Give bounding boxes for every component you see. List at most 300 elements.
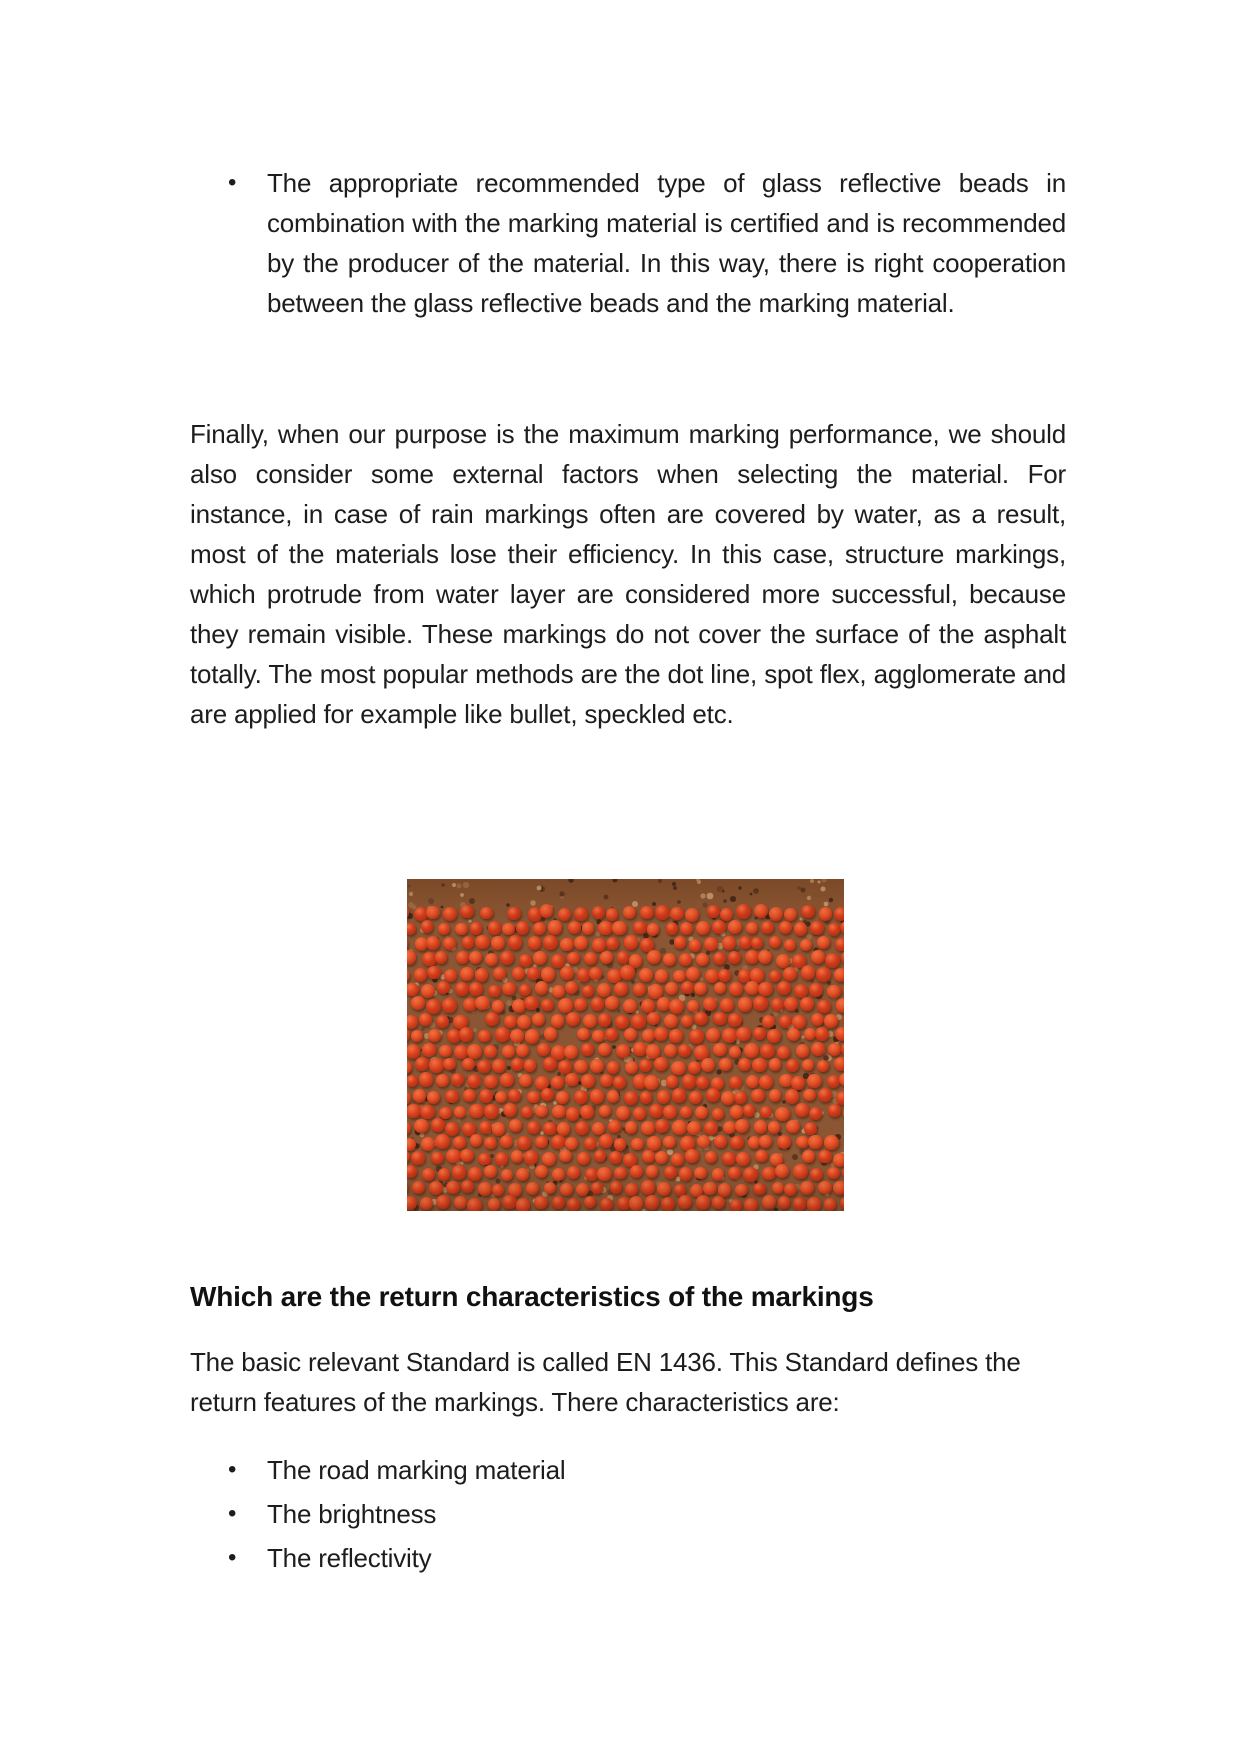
marking-dot bbox=[703, 1182, 716, 1195]
section-heading: Which are the return characteristics of the markings bbox=[190, 1281, 874, 1312]
marking-dot bbox=[827, 1167, 840, 1180]
marking-dot bbox=[722, 1152, 735, 1165]
marking-dot bbox=[407, 1028, 410, 1042]
marking-dot bbox=[616, 1044, 631, 1059]
marking-dot bbox=[544, 1182, 557, 1195]
marking-dot bbox=[624, 1028, 637, 1041]
marking-dot bbox=[559, 1150, 572, 1163]
marking-dot bbox=[801, 965, 815, 979]
marking-dot bbox=[828, 923, 841, 936]
marking-dot bbox=[451, 1073, 464, 1086]
marking-dot bbox=[591, 997, 605, 1011]
marking-dot bbox=[484, 1075, 498, 1089]
marking-dot bbox=[574, 936, 588, 950]
marking-dot bbox=[413, 1089, 426, 1102]
marking-dot bbox=[834, 907, 845, 921]
marking-dot bbox=[796, 1044, 809, 1057]
marking-dot bbox=[777, 1046, 790, 1059]
marking-dot bbox=[666, 922, 679, 935]
marking-dot bbox=[431, 1152, 444, 1165]
marking-dot bbox=[834, 1057, 844, 1072]
marking-dot bbox=[713, 1043, 726, 1056]
list-item bbox=[190, 163, 1066, 323]
marking-dot bbox=[575, 1121, 589, 1135]
marking-dot bbox=[437, 981, 450, 994]
marking-dot bbox=[504, 1015, 517, 1028]
marking-dot bbox=[411, 996, 425, 1010]
marking-dot bbox=[605, 996, 619, 1010]
marking-dot bbox=[537, 1043, 550, 1056]
asphalt-top-band bbox=[407, 879, 844, 909]
marking-dot bbox=[810, 1168, 823, 1181]
marking-dot bbox=[524, 1150, 539, 1165]
marking-dot bbox=[407, 1091, 411, 1105]
marking-dot bbox=[564, 1045, 578, 1059]
marking-dot bbox=[718, 1183, 731, 1196]
marking-dot bbox=[524, 996, 539, 1011]
marking-dot bbox=[678, 1195, 692, 1209]
marking-dot bbox=[551, 1135, 566, 1150]
marking-dot bbox=[657, 997, 671, 1011]
marking-dot bbox=[524, 1059, 537, 1072]
marking-dot bbox=[810, 921, 824, 935]
marking-dot bbox=[791, 1076, 805, 1090]
marking-dot bbox=[436, 1195, 450, 1209]
marking-dot bbox=[696, 953, 709, 966]
marking-dot bbox=[541, 1088, 554, 1101]
marking-dot bbox=[751, 1089, 765, 1103]
marking-dot bbox=[670, 907, 683, 920]
marking-dot bbox=[644, 1075, 659, 1090]
marking-dot bbox=[669, 999, 684, 1014]
marking-dot bbox=[655, 905, 670, 920]
marking-dot bbox=[640, 906, 653, 919]
marking-dot bbox=[479, 1121, 492, 1134]
marking-dot bbox=[807, 1074, 821, 1088]
marking-dot bbox=[517, 1136, 531, 1150]
marking-dot bbox=[594, 1150, 606, 1162]
marking-dot bbox=[597, 1167, 612, 1182]
marking-dot bbox=[584, 1137, 597, 1150]
marking-dot bbox=[521, 1106, 533, 1118]
marking-dot bbox=[744, 1043, 759, 1058]
marking-dot bbox=[801, 905, 815, 919]
marking-dot bbox=[548, 920, 562, 934]
marking-dot bbox=[606, 937, 619, 950]
marking-dot bbox=[706, 1088, 719, 1101]
marking-dot bbox=[738, 997, 753, 1012]
marking-dot bbox=[420, 1197, 433, 1210]
marking-dot bbox=[512, 967, 525, 980]
marking-dot bbox=[610, 1181, 622, 1193]
marking-dot bbox=[475, 996, 489, 1010]
marking-dot bbox=[672, 1088, 687, 1103]
marking-dot bbox=[843, 984, 844, 997]
marking-dot bbox=[580, 1105, 594, 1119]
marking-dot bbox=[407, 923, 416, 936]
marking-dot bbox=[613, 1076, 626, 1089]
marking-dot bbox=[510, 1029, 524, 1043]
marking-dot bbox=[671, 1153, 684, 1166]
marking-dot bbox=[730, 1105, 744, 1119]
marking-dot bbox=[591, 1182, 603, 1194]
marking-dot bbox=[641, 1121, 654, 1134]
marking-dot bbox=[540, 904, 554, 918]
marking-dot bbox=[446, 1149, 460, 1163]
bullet-marker: • bbox=[228, 1456, 237, 1483]
marking-dot bbox=[459, 1027, 474, 1042]
marking-dot bbox=[736, 1027, 751, 1042]
marking-dot bbox=[817, 936, 831, 950]
marking-dot bbox=[728, 1013, 742, 1027]
marking-dot bbox=[767, 1029, 781, 1043]
marking-dot bbox=[585, 1168, 598, 1181]
marking-dot bbox=[615, 1015, 629, 1029]
marking-dot bbox=[824, 1135, 839, 1150]
marking-dot bbox=[775, 1164, 789, 1178]
marking-dot bbox=[630, 1165, 643, 1178]
marking-dot bbox=[759, 1135, 773, 1149]
marking-dot bbox=[694, 982, 707, 995]
marking-dot bbox=[828, 1043, 841, 1056]
marking-dot bbox=[614, 1167, 627, 1180]
marking-dot bbox=[492, 1059, 506, 1073]
marking-dot bbox=[800, 1181, 814, 1195]
marking-dot bbox=[414, 968, 428, 982]
marking-dot bbox=[617, 951, 630, 964]
marking-dot bbox=[484, 1045, 498, 1059]
marking-dot bbox=[551, 1076, 564, 1089]
marking-dot bbox=[501, 1169, 513, 1181]
marking-dot bbox=[664, 1014, 678, 1028]
marking-dot bbox=[746, 1075, 759, 1088]
marking-dot bbox=[541, 967, 556, 982]
marking-dot bbox=[462, 1058, 474, 1070]
marking-dot bbox=[735, 1184, 748, 1197]
marking-dot bbox=[777, 981, 791, 995]
marking-dot bbox=[411, 1151, 425, 1165]
marking-dot bbox=[411, 1030, 424, 1043]
marking-dot bbox=[517, 1015, 531, 1029]
marking-dot bbox=[439, 1045, 452, 1058]
marking-dot bbox=[743, 1104, 756, 1117]
marking-dot bbox=[841, 1042, 845, 1057]
marking-dot bbox=[720, 998, 734, 1012]
road-marking-photo bbox=[407, 879, 844, 1211]
list-item bbox=[190, 1450, 1066, 1490]
marking-dot bbox=[446, 1181, 460, 1195]
marking-dot bbox=[491, 936, 505, 950]
marking-dot bbox=[678, 1044, 692, 1058]
marking-dot bbox=[495, 1091, 507, 1103]
marking-dot bbox=[607, 1061, 619, 1073]
marking-dot bbox=[654, 1027, 668, 1041]
marking-dot bbox=[407, 950, 416, 965]
marking-dot bbox=[557, 1122, 571, 1136]
marking-dot bbox=[828, 1104, 841, 1117]
marking-dot bbox=[551, 1014, 565, 1028]
marking-dot bbox=[762, 1015, 775, 1028]
marking-dot bbox=[533, 951, 547, 965]
marking-dot bbox=[655, 969, 669, 983]
marking-dot bbox=[574, 1090, 588, 1104]
marking-dot bbox=[592, 906, 605, 919]
asphalt-texture bbox=[407, 879, 409, 881]
characteristic-item: The reflectivity bbox=[267, 1543, 432, 1573]
marking-dot bbox=[786, 1120, 800, 1134]
marking-dot bbox=[439, 1107, 452, 1120]
marking-dot bbox=[663, 1136, 675, 1148]
marking-dot bbox=[485, 953, 498, 966]
bullet-marker: • bbox=[228, 169, 237, 196]
marking-dot bbox=[488, 921, 502, 935]
marking-dot bbox=[641, 1180, 656, 1195]
marking-dot bbox=[689, 1091, 702, 1104]
marking-dot bbox=[824, 1014, 838, 1028]
marking-dot bbox=[426, 906, 439, 919]
marking-dot bbox=[800, 997, 815, 1012]
marking-dot bbox=[566, 1107, 580, 1121]
marking-dot bbox=[703, 997, 717, 1011]
marking-dot bbox=[735, 1119, 749, 1133]
marking-dot bbox=[488, 985, 501, 998]
marking-dot bbox=[414, 1119, 429, 1134]
marking-dot bbox=[598, 1043, 611, 1056]
marking-dot bbox=[818, 1150, 831, 1163]
marking-dot bbox=[625, 1183, 638, 1196]
marking-dot bbox=[817, 1000, 831, 1014]
marking-dot bbox=[754, 1120, 768, 1134]
marking-dot bbox=[454, 1196, 468, 1210]
characteristics-list bbox=[190, 1450, 1066, 1582]
marking-dot bbox=[582, 985, 595, 998]
marking-dot bbox=[443, 937, 457, 951]
marking-dot bbox=[460, 967, 474, 981]
marking-dot bbox=[841, 951, 844, 964]
marking-dot bbox=[671, 1061, 686, 1076]
marking-dot bbox=[527, 1121, 540, 1134]
marking-dot bbox=[445, 1090, 459, 1104]
marking-dot bbox=[795, 1103, 810, 1118]
marking-dot bbox=[642, 1150, 655, 1163]
marking-dot bbox=[592, 938, 606, 952]
marking-dot bbox=[444, 969, 457, 982]
marking-dot bbox=[427, 1091, 440, 1104]
marking-dot bbox=[590, 1089, 605, 1104]
marking-dot bbox=[783, 967, 797, 981]
marking-dot bbox=[583, 1014, 597, 1028]
paragraph-finally: Finally, when our purpose is the maximum marking performance, we should also consider some external factors when selecting the material. For instance, in case of rain markings often are covered by water, as a result, most of the materials lose their efficiency. In this case, structure markings, which protrude from water layer are considered more successful, because they remain visible. These markings do not cover the surface of the asphalt totally. The most popular methods are the dot line, spot flex, agglomerate and are applied for example like bullet, speckled etc. bbox=[190, 419, 1066, 729]
marking-dot bbox=[679, 1167, 692, 1180]
marking-dot bbox=[436, 1074, 449, 1087]
marking-dot bbox=[415, 1057, 429, 1071]
marking-dot bbox=[492, 1122, 506, 1136]
marking-dot bbox=[609, 1151, 622, 1164]
marking-dot bbox=[751, 937, 764, 950]
marking-dot bbox=[541, 999, 554, 1012]
marking-dot bbox=[442, 998, 457, 1013]
marking-dot bbox=[426, 999, 441, 1014]
marking-dot bbox=[623, 999, 637, 1013]
marking-dot bbox=[558, 1060, 572, 1074]
marking-dot bbox=[495, 1152, 508, 1165]
marking-dot bbox=[835, 938, 845, 951]
marking-dot bbox=[811, 1042, 825, 1056]
marking-dot bbox=[567, 1166, 580, 1179]
marking-dot bbox=[407, 969, 410, 982]
marking-dot bbox=[533, 922, 546, 935]
marking-dot bbox=[558, 998, 573, 1013]
marking-dot bbox=[728, 1167, 741, 1180]
marking-dot bbox=[421, 984, 435, 998]
marking-dot bbox=[412, 1181, 425, 1194]
marking-dot bbox=[704, 1121, 718, 1135]
marking-dot bbox=[729, 982, 743, 996]
marking-dot bbox=[809, 1107, 822, 1120]
marking-dot bbox=[407, 1121, 411, 1135]
marking-dot bbox=[528, 936, 541, 949]
marking-dot bbox=[779, 921, 792, 934]
marking-dot bbox=[839, 1073, 844, 1086]
marking-dot bbox=[508, 935, 522, 949]
marking-dot bbox=[746, 922, 759, 935]
marking-dot bbox=[664, 1166, 677, 1179]
marking-dot bbox=[655, 1119, 669, 1133]
marking-dot bbox=[694, 1167, 707, 1180]
marking-dot bbox=[477, 1060, 491, 1074]
marking-dot bbox=[842, 1166, 844, 1179]
marking-dot bbox=[836, 1091, 844, 1105]
marking-dot bbox=[680, 1106, 692, 1118]
marking-dot bbox=[834, 968, 844, 981]
marking-dot bbox=[738, 1058, 751, 1071]
marking-dot bbox=[407, 1180, 408, 1195]
marking-dot bbox=[776, 954, 790, 968]
marking-dot bbox=[744, 1198, 758, 1211]
marking-dot bbox=[420, 1105, 434, 1119]
marking-dot bbox=[646, 1165, 659, 1178]
marking-dot bbox=[674, 936, 687, 949]
marking-dot bbox=[705, 969, 719, 983]
marking-dot bbox=[526, 1182, 539, 1195]
marking-dot bbox=[535, 1105, 548, 1118]
marking-dot bbox=[817, 1060, 829, 1072]
marking-dot bbox=[734, 1091, 747, 1104]
marking-dot bbox=[544, 1027, 558, 1041]
marking-dot bbox=[802, 1059, 815, 1072]
marking-dot bbox=[697, 1135, 710, 1148]
marking-dot bbox=[755, 1150, 767, 1162]
marking-dot bbox=[502, 1045, 515, 1058]
bullet-marker: • bbox=[228, 1544, 237, 1571]
marking-dot bbox=[633, 921, 647, 935]
marking-dot bbox=[639, 968, 653, 982]
marking-dot bbox=[407, 1138, 416, 1151]
marking-dot bbox=[407, 1015, 418, 1029]
marking-dot bbox=[807, 1197, 821, 1211]
marking-dot bbox=[565, 1137, 578, 1150]
marking-dot bbox=[565, 1073, 579, 1087]
marking-dot bbox=[687, 1121, 701, 1135]
marking-dot bbox=[463, 1089, 476, 1102]
marking-dot bbox=[736, 904, 751, 919]
marking-dot bbox=[407, 1165, 417, 1178]
marking-dot bbox=[556, 1091, 569, 1104]
marking-dot bbox=[552, 1196, 565, 1209]
marking-dot bbox=[527, 967, 540, 980]
marking-dot bbox=[680, 1136, 695, 1151]
marking-dot bbox=[429, 1181, 443, 1195]
marking-dot bbox=[624, 935, 639, 950]
marking-dot bbox=[745, 950, 760, 965]
marking-dot bbox=[672, 1120, 687, 1135]
marking-dot bbox=[836, 998, 845, 1012]
marking-dot bbox=[488, 1198, 501, 1211]
marking-dot bbox=[714, 982, 727, 995]
marking-dot bbox=[532, 1013, 545, 1026]
marking-dot bbox=[607, 1090, 620, 1103]
intro-bullet-list bbox=[190, 163, 1066, 327]
marking-dot bbox=[695, 1106, 708, 1119]
marking-dot bbox=[581, 1074, 595, 1088]
marking-dot bbox=[743, 1167, 758, 1182]
marking-dot bbox=[612, 921, 627, 936]
marking-dot bbox=[598, 1013, 611, 1026]
marking-dot bbox=[730, 1136, 743, 1149]
marking-dot bbox=[455, 923, 468, 936]
marking-dot bbox=[769, 936, 782, 949]
marking-dot bbox=[560, 938, 574, 952]
marking-dot bbox=[577, 1152, 590, 1165]
marking-dot bbox=[762, 1195, 776, 1209]
marking-dot bbox=[574, 907, 589, 922]
marking-dot bbox=[712, 1168, 725, 1181]
marking-dot bbox=[819, 907, 832, 920]
marking-dot bbox=[688, 1061, 702, 1075]
marking-dot bbox=[647, 923, 659, 935]
marking-dot bbox=[445, 1122, 459, 1136]
marking-dot bbox=[493, 967, 506, 980]
marking-dot bbox=[407, 1104, 421, 1119]
marking-dot bbox=[456, 951, 469, 964]
marking-dot bbox=[706, 1028, 720, 1042]
marking-dot bbox=[485, 1012, 500, 1027]
marking-dot bbox=[640, 1091, 653, 1104]
marking-dot bbox=[608, 1120, 622, 1134]
marking-dot bbox=[419, 1013, 432, 1026]
marking-dot bbox=[422, 1043, 435, 1056]
marking-dot bbox=[460, 1149, 473, 1162]
marking-dot bbox=[605, 1028, 618, 1041]
marking-dot bbox=[525, 1029, 540, 1044]
marking-dot bbox=[762, 1167, 775, 1180]
marking-dot bbox=[534, 1196, 548, 1210]
marking-dot bbox=[616, 1106, 630, 1120]
marking-dot bbox=[511, 1058, 524, 1071]
marking-dot bbox=[769, 1058, 781, 1070]
marking-dot bbox=[793, 1197, 807, 1211]
marking-dot bbox=[577, 1028, 590, 1041]
marking-dot bbox=[516, 1044, 529, 1057]
marking-dot bbox=[428, 1029, 442, 1043]
marking-dot bbox=[758, 982, 773, 997]
marking-dot bbox=[438, 923, 450, 935]
marking-dot bbox=[655, 1151, 668, 1164]
marking-dot bbox=[479, 1089, 493, 1103]
marking-dot bbox=[760, 1044, 775, 1059]
marking-dot bbox=[647, 1136, 662, 1151]
marking-dot bbox=[696, 1195, 711, 1210]
